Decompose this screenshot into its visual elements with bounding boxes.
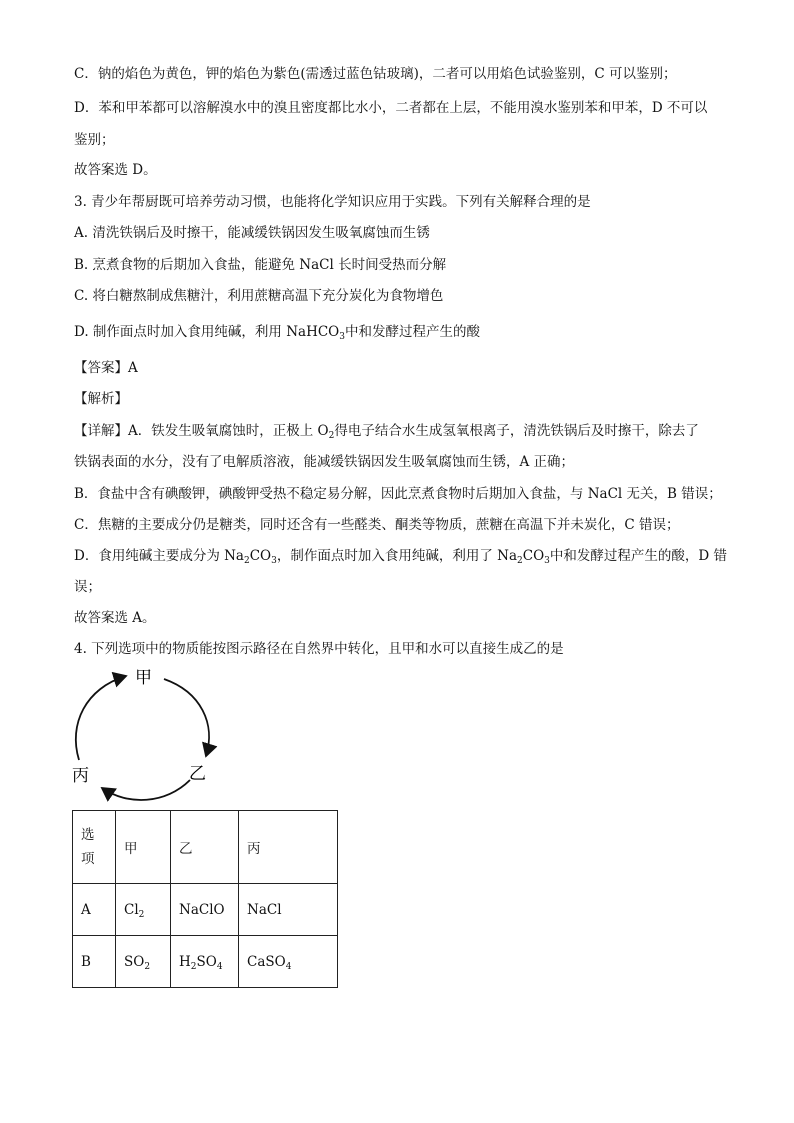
- cell-bing: NaCl: [239, 884, 338, 936]
- detail-line: 铁锅表面的水分，没有了电解质溶液，能减缓铁锅因发生吸氧腐蚀而生锈，A 正确；: [74, 454, 575, 470]
- table-row: [73, 884, 338, 936]
- arrow-jia-to-yi: [164, 679, 209, 756]
- detail-text: ，制作面点时加入食用纯碱，利用了 Na: [276, 548, 518, 564]
- subscript: 2: [517, 556, 523, 566]
- formula-text: SO: [124, 953, 145, 970]
- cell-yi: NaClO: [171, 884, 239, 936]
- detail-text: A．铁发生吸氧腐蚀时，正极上 O: [128, 423, 329, 439]
- answer-line: [74, 358, 138, 378]
- header-cell-option: [73, 811, 116, 884]
- detail-line: C．焦糖的主要成分仍是糖类，同时还含有一些醛类、酮类等物质，蔗糖在高温下并未炭化，C 错误；: [74, 517, 680, 533]
- option-b: B. 烹煮食物的后期加入食盐，能避免 NaCl 长时间受热而分解: [74, 257, 447, 273]
- table-header-row: [73, 811, 338, 884]
- conclusion-line: 故答案选 A。: [74, 610, 156, 626]
- cell-option: A: [73, 884, 116, 936]
- subscript: 3: [339, 332, 345, 342]
- subscript: 3: [544, 556, 550, 566]
- detail-line: [74, 421, 699, 441]
- detail-text: CO: [249, 548, 272, 564]
- subscript: 2: [328, 431, 335, 441]
- header-cell-jia: 甲: [116, 811, 171, 884]
- subscript: 4: [285, 961, 292, 972]
- formula-text: H: [179, 953, 191, 970]
- subscript: 2: [243, 556, 250, 566]
- arrow-yi-to-bing: [102, 780, 190, 800]
- detail-text: D．食用纯碱主要成分为 Na: [74, 548, 244, 564]
- option-c: C. 将白糖熬制成焦糖汁，利用蔗糖高温下充分炭化为食物增色: [74, 288, 444, 304]
- analysis-tag: 【解析】: [74, 391, 128, 407]
- subscript: 2: [190, 961, 197, 972]
- node-jia: 甲: [135, 668, 152, 688]
- detail-text: CO: [522, 548, 545, 564]
- detail-line: B．食盐中含有碘酸钾，碘酸钾受热不稳定易分解，因此烹煮食物时后期加入食盐，与 NaCl 无关，B 错误；: [74, 486, 722, 502]
- formula-text: Cl: [124, 901, 139, 918]
- subscript: 4: [216, 961, 223, 972]
- detail-line: 误；: [74, 579, 101, 595]
- detail-line: [74, 546, 727, 566]
- option-d: [74, 322, 480, 342]
- explanation-line: 鉴别；: [74, 132, 115, 148]
- subscript: 3: [271, 556, 277, 566]
- cell-jia: [116, 936, 171, 988]
- question-stem: 3. 青少年帮厨既可培养劳动习惯，也能将化学知识应用于实践。下列有关解释合理的是: [74, 194, 591, 210]
- option-d-text: D. 制作面点时加入食用纯碱，利用 NaHCO: [74, 324, 340, 340]
- node-bing: 丙: [72, 766, 89, 786]
- answer-value: A: [128, 360, 138, 376]
- option-a: A. 清洗铁锅后及时擦干，能减缓铁锅因发生吸氧腐蚀而生锈: [74, 225, 430, 241]
- conversion-cycle-diagram: [66, 662, 226, 810]
- question-stem: 4. 下列选项中的物质能按图示路径在自然界中转化，且甲和水可以直接生成乙的是: [74, 641, 564, 657]
- detail-tag: 【详解】: [74, 423, 128, 439]
- subscript: 2: [138, 909, 145, 920]
- options-table: [72, 810, 338, 988]
- arrow-bing-to-jia: [76, 676, 126, 760]
- detail-text: 得电子结合水生成氢氧根离子，清洗铁锅后及时擦干，除去了: [334, 423, 699, 439]
- table-row: [73, 936, 338, 988]
- subscript: 2: [144, 961, 151, 972]
- node-yi: 乙: [189, 764, 206, 784]
- conclusion-line: 故答案选 D。: [74, 162, 157, 178]
- answer-tag: 【答案】: [74, 360, 128, 376]
- option-d-text: 中和发酵过程产生的酸: [344, 324, 480, 340]
- header-char: 项: [81, 851, 95, 867]
- detail-text: 中和发酵过程产生的酸，D 错: [549, 548, 728, 564]
- cell-option: B: [73, 936, 116, 988]
- cell-jia: [116, 884, 171, 936]
- header-cell-yi: 乙: [171, 811, 239, 884]
- cell-bing: [239, 936, 338, 988]
- explanation-line: C．钠的焰色为黄色，钾的焰色为紫色(需透过蓝色钴玻璃)，二者可以用焰色试验鉴别，C 可以鉴别；: [74, 66, 677, 82]
- formula-text: CaSO: [247, 953, 286, 970]
- header-char: 选: [81, 827, 95, 843]
- header-cell-bing: 丙: [239, 811, 338, 884]
- formula-text: SO: [196, 953, 217, 970]
- cell-yi: [171, 936, 239, 988]
- explanation-line: D．苯和甲苯都可以溶解溴水中的溴且密度都比水小，二者都在上层，不能用溴水鉴别苯和甲苯，D 不可以: [74, 100, 708, 116]
